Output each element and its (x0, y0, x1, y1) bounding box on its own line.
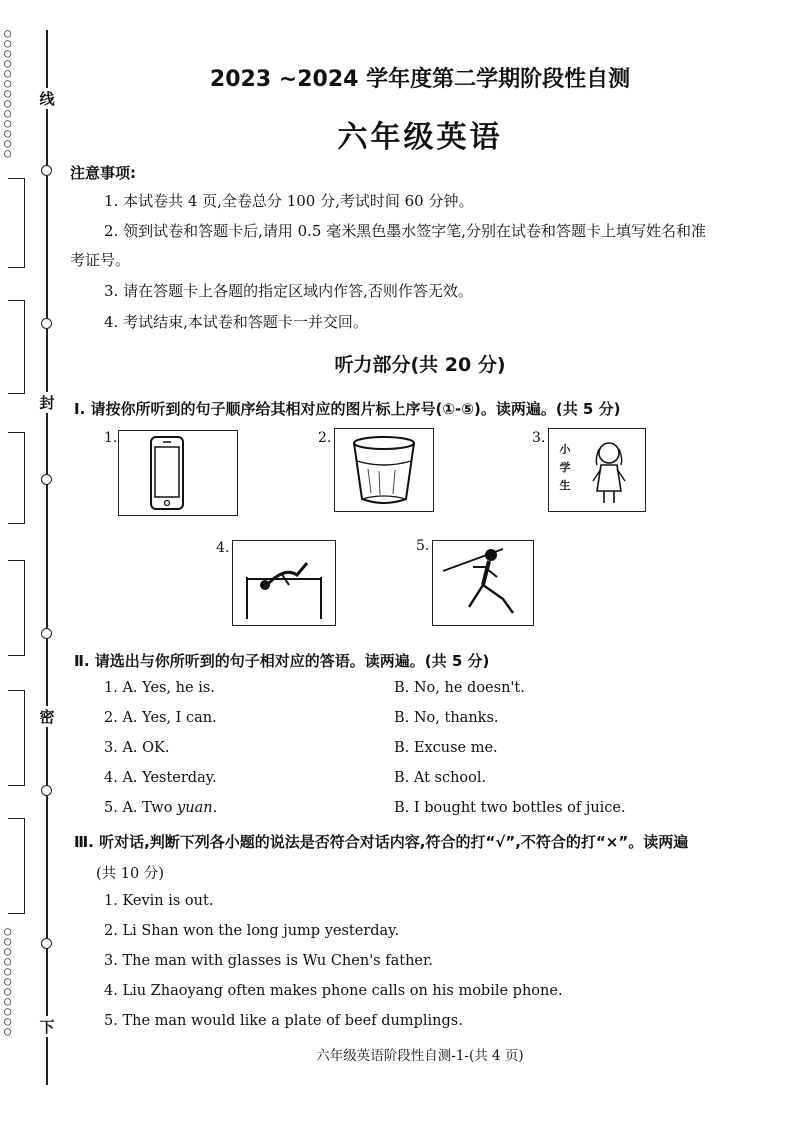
note-item: 4. 考试结束,本试卷和答题卡一并交回。 (104, 313, 368, 331)
javelin-icon (432, 540, 534, 626)
note-item: 2. 领到试卷和答题卡后,请用 0.5 毫米黑色墨水签字笔,分别在试卷和答题卡上填写姓名和准 (104, 222, 707, 240)
binding-hole (41, 628, 52, 639)
info-box (8, 560, 25, 656)
picture-number: 4. (216, 540, 230, 556)
listening-section-title: 听力部分(共 20 分) (334, 354, 506, 376)
option-b: B. No, he doesn't. (394, 680, 525, 696)
picture-number: 3. (532, 430, 546, 446)
option-a: 2. A. Yes, I can. (104, 710, 217, 726)
part1-title: Ⅰ. 请按你所听到的句子顺序给其相对应的图片标上序号(①-⑤)。读两遍。(共 5 分) (74, 400, 621, 418)
statement: 5. The man would like a plate of beef dumplings. (104, 1013, 463, 1029)
option-b: B. No, thanks. (394, 710, 499, 726)
seal-char: 密 (36, 706, 58, 727)
pupil-caption-char: 小 (559, 443, 571, 456)
exam-title: 2023 ~2024 学年度第二学期阶段性自测 (209, 67, 631, 92)
option-a: 5. A. Two yuan. (104, 800, 218, 816)
high-jump-icon (232, 540, 336, 626)
picture-number: 5. (416, 538, 430, 554)
binding-hole (41, 785, 52, 796)
seal-char: 封 (36, 392, 58, 413)
statement: 2. Li Shan won the long jump yesterday. (104, 923, 400, 939)
part3-title: Ⅲ. 听对话,判断下列各小题的说法是否符合对话内容,符合的打“√”,不符合的打“×”。读两遍 (74, 833, 689, 851)
binding-line (46, 30, 48, 1085)
note-item: 1. 本试卷共 4 页,全卷总分 100 分,考试时间 60 分钟。 (104, 192, 474, 210)
part2-title: Ⅱ. 请选出与你所听到的句子相对应的答语。读两遍。(共 5 分) (74, 652, 490, 670)
info-box (8, 818, 25, 914)
option-b: B. Excuse me. (394, 740, 498, 756)
info-box (8, 432, 25, 524)
note-item: 考证号。 (70, 251, 131, 269)
statement: 4. Liu Zhaoyang often makes phone calls on his mobile phone. (104, 983, 563, 999)
statement: 3. The man with glasses is Wu Chen's father. (104, 953, 433, 969)
subject-title: 六年级英语 (337, 120, 503, 155)
part3-score: (共 10 分) (96, 866, 164, 882)
notes-heading: 注意事项: (70, 164, 136, 182)
info-box (8, 690, 25, 786)
page-footer: 六年级英语阶段性自测-1-(共 4 页) (316, 1048, 524, 1064)
option-a: 3. A. OK. (104, 740, 170, 756)
statement: 1. Kevin is out. (104, 893, 214, 909)
pupil-caption-char: 学 (559, 461, 571, 474)
binding-dots-top: ○ ○ ○ ○ ○ ○ ○ ○ ○ ○ ○ ○ ○ (4, 26, 10, 160)
note-item: 3. 请在答题卡上各题的指定区域内作答,否则作答无效。 (104, 282, 473, 300)
seal-char: 线 (36, 88, 58, 109)
option-a: 4. A. Yesterday. (104, 770, 217, 786)
picture-number: 2. (318, 430, 332, 446)
binding-hole (41, 474, 52, 485)
option-b: B. I bought two bottles of juice. (394, 800, 626, 816)
binding-hole (41, 318, 52, 329)
binding-hole (41, 165, 52, 176)
binding-dots-bottom: ○ ○ ○ ○ ○ ○ ○ ○ ○ ○ ○ (4, 924, 10, 1038)
picture-number: 1. (104, 430, 118, 446)
binding-hole (41, 938, 52, 949)
option-a: 1. A. Yes, he is. (104, 680, 215, 696)
info-box (8, 178, 25, 268)
mobile-phone-icon (118, 430, 238, 516)
pupil-icon (548, 428, 646, 512)
seal-char: 下 (36, 1016, 58, 1037)
binding-margin (0, 0, 62, 1123)
option-b: B. At school. (394, 770, 487, 786)
info-box (8, 300, 25, 394)
pupil-caption-char: 生 (559, 479, 571, 492)
glass-icon (334, 428, 434, 512)
